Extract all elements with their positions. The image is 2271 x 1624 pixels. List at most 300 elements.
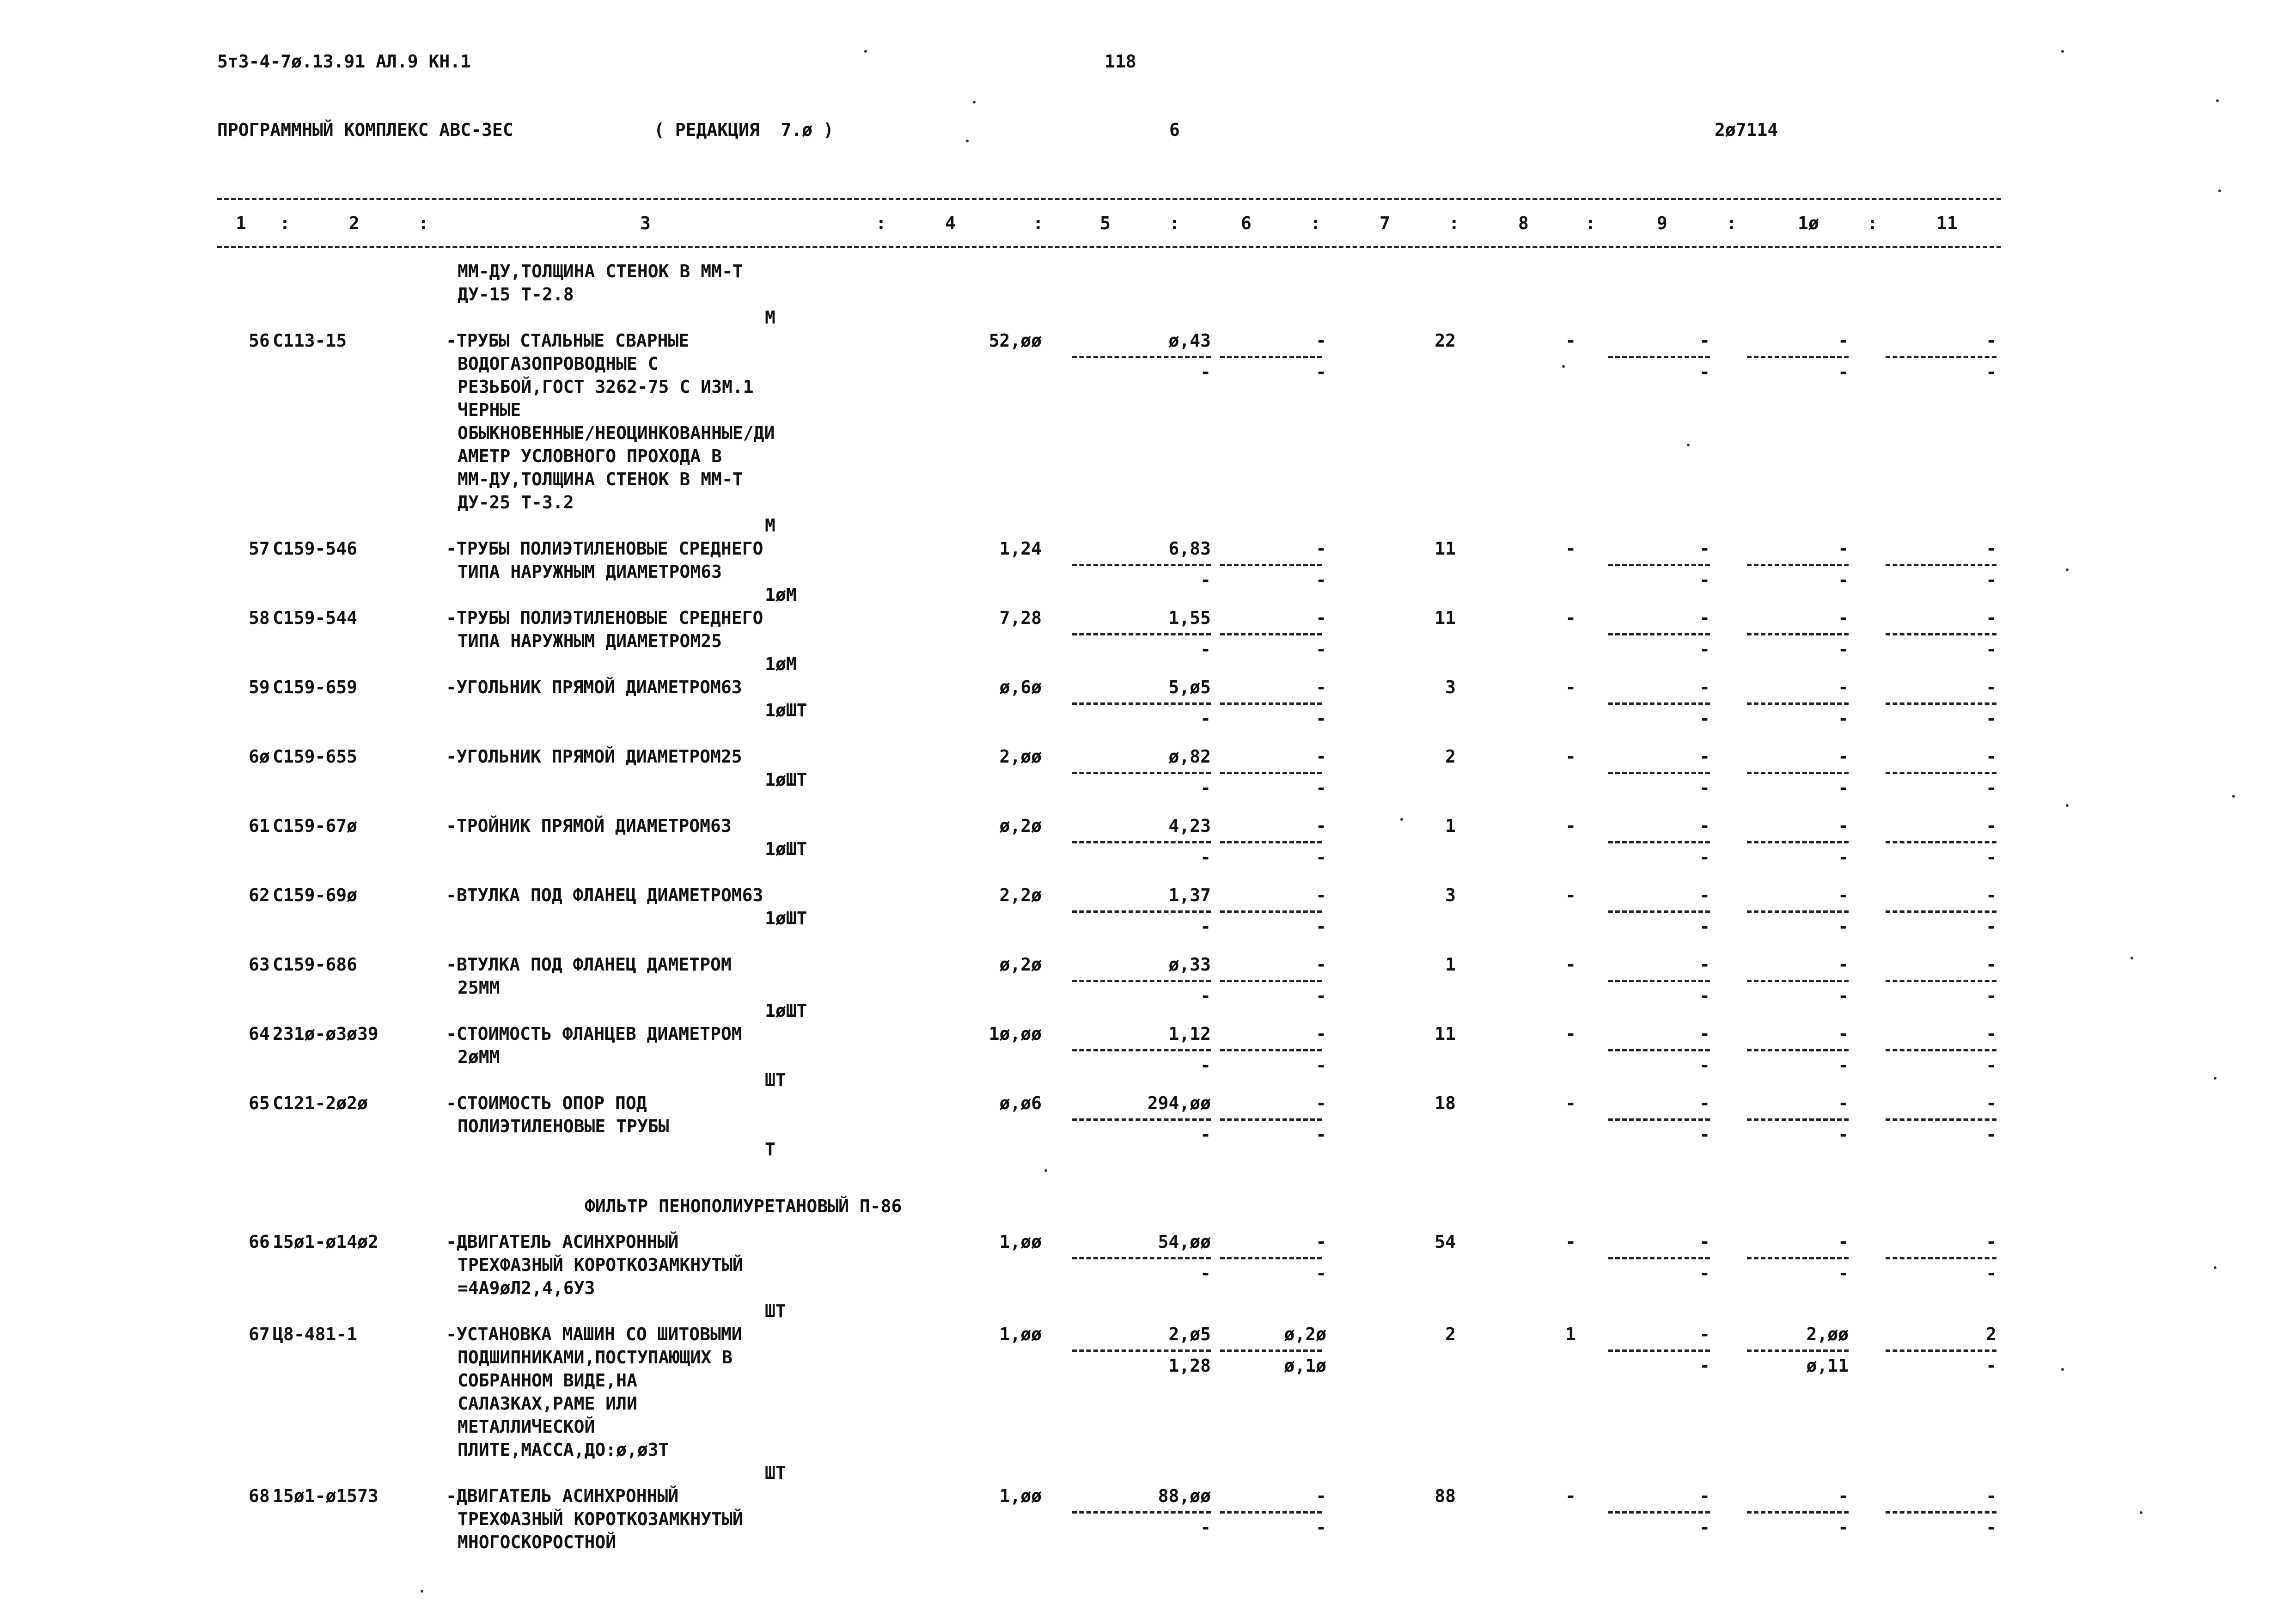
row-col5-sub: - [1200, 847, 1211, 867]
row-col11: - [1986, 1486, 1996, 1506]
cell-divider [1608, 564, 1710, 566]
row-col5-sub: - [1200, 570, 1211, 590]
cell-divider [1072, 1257, 1211, 1259]
row-col9: - [1699, 1486, 1710, 1506]
row-description-line: ПОДШИПНИКАМИ,ПОСТУПАЮЩИХ В [458, 1347, 733, 1368]
row-number: 58 [249, 608, 270, 628]
row-col8: - [1565, 1486, 1576, 1506]
row-col8: - [1565, 1024, 1576, 1044]
col-7-label: 7 [1380, 213, 1390, 233]
row-col6-sub: - [1316, 708, 1326, 729]
row-number: 57 [249, 538, 270, 559]
row-description-line: -УГОЛЬНИК ПРЯМОЙ ДИАМЕТРОМ63 [446, 677, 742, 697]
cell-divider [1072, 702, 1211, 705]
row-col7: 11 [1435, 608, 1456, 628]
row-description-line: СОБРАННОМ ВИДЕ,НА [458, 1370, 637, 1391]
continuation-unit: М [765, 307, 775, 328]
row-col5-sub: - [1200, 708, 1211, 729]
row-col11-sub: - [1986, 1263, 1996, 1283]
row-col10: - [1838, 1024, 1849, 1044]
row-unit: 1øШТ [765, 769, 807, 790]
row-quantity: 52,øø [989, 330, 1042, 351]
row-description-line: -ВТУЛКА ПОД ФЛАНЕЦ ДИАМЕТРОМ63 [446, 885, 763, 905]
row-description-line: -ТРУБЫ СТАЛЬНЫЕ СВАРНЫЕ [446, 330, 690, 351]
row-col6-sub: - [1316, 847, 1326, 867]
row-col7: 18 [1435, 1093, 1456, 1113]
row-col10-sub: - [1838, 916, 1849, 937]
row-col5-sub: - [1200, 362, 1211, 382]
col-6-label: 6 [1241, 213, 1251, 233]
row-description-line: АМЕТР УСЛОВНОГО ПРОХОДА В [458, 446, 722, 466]
row-col10: - [1838, 954, 1849, 975]
row-code: С159-67ø [273, 816, 358, 836]
row-col9-sub: - [1699, 1355, 1710, 1376]
row-description-line: 25ММ [458, 977, 500, 998]
cell-divider [1220, 356, 1322, 358]
row-col5-sub: - [1200, 1124, 1211, 1145]
row-unit: ШТ [765, 1463, 786, 1483]
row-col9-sub: - [1699, 708, 1710, 729]
cell-divider [1886, 910, 1996, 913]
cell-divider [1747, 702, 1849, 705]
row-col8: - [1565, 538, 1576, 559]
row-description-line: ТРЕХФАЗНЫЙ КОРОТКОЗАМКНУТЫЙ [458, 1255, 743, 1275]
row-col10: - [1838, 608, 1849, 628]
row-unit: 1øШТ [765, 1001, 807, 1021]
row-unit: 1øМ [765, 585, 797, 605]
row-number: 56 [249, 330, 270, 351]
scan-speck [2216, 99, 2219, 102]
scan-speck [2061, 1368, 2064, 1371]
row-col11: - [1986, 677, 1996, 697]
cell-divider [1072, 1118, 1211, 1121]
col-sep: : [1033, 213, 1044, 233]
row-unit: 1øШТ [765, 700, 807, 720]
row-col11: - [1986, 1024, 1996, 1044]
scan-speck [2066, 804, 2069, 807]
sheet-number: 6 [1169, 120, 1180, 140]
row-col10-sub: - [1838, 1263, 1849, 1283]
row-col5-sub: - [1200, 778, 1211, 798]
col-4-label: 4 [945, 213, 956, 233]
cell-divider [1608, 356, 1710, 358]
row-description-line: МНОГОСКОРОСТНОЙ [458, 1532, 617, 1552]
row-col6-sub: - [1316, 986, 1326, 1006]
scan-speck [966, 140, 969, 142]
row-col9-sub: - [1699, 570, 1710, 590]
cell-divider [1072, 564, 1211, 566]
row-code: С121-2ø2ø [273, 1093, 368, 1113]
row-number: 61 [249, 816, 270, 836]
col-sep: : [1310, 213, 1321, 233]
row-col6-sub: - [1316, 778, 1326, 798]
row-col10-sub: - [1838, 362, 1849, 382]
row-col7: 22 [1435, 330, 1456, 351]
row-unit-price: 88,øø [1158, 1486, 1211, 1506]
row-col11-sub: - [1986, 1355, 1996, 1376]
row-col11-sub: - [1986, 847, 1996, 867]
row-description-line: -СТОИМОСТЬ ОПОР ПОД [446, 1093, 647, 1113]
cell-divider [1072, 841, 1211, 843]
col-8-label: 8 [1518, 213, 1529, 233]
cell-divider [1220, 1349, 1322, 1352]
row-col5-sub: - [1200, 1517, 1211, 1538]
row-col5-sub: 1,28 [1168, 1355, 1211, 1376]
row-col11: - [1986, 746, 1996, 767]
row-col11: - [1986, 1093, 1996, 1113]
cell-divider [1608, 980, 1710, 982]
row-col6-sub: - [1316, 362, 1326, 382]
row-quantity: ø,6ø [999, 677, 1042, 697]
row-quantity: 1,24 [999, 538, 1042, 559]
cell-divider [1220, 1511, 1322, 1514]
row-description-line: -ТРУБЫ ПОЛИЭТИЛЕНОВЫЕ СРЕДНЕГО [446, 538, 763, 559]
row-col8: - [1565, 746, 1576, 767]
row-col9-sub: - [1699, 847, 1710, 867]
row-code: С159-69ø [273, 885, 358, 905]
row-unit-price: 1,37 [1168, 885, 1211, 905]
row-unit: 1øМ [765, 654, 797, 674]
row-col5-sub: - [1200, 639, 1211, 659]
row-col6-sub: - [1316, 639, 1326, 659]
row-col8: - [1565, 885, 1576, 905]
cell-divider [1072, 633, 1211, 635]
cell-divider [1747, 910, 1849, 913]
cell-divider [1747, 1257, 1849, 1259]
row-number: 64 [249, 1024, 270, 1044]
doc-reference: 5т3-4-7ø.13.91 АЛ.9 КН.1 [217, 51, 471, 72]
row-col9: - [1699, 538, 1710, 559]
scan-speck [2214, 1266, 2216, 1269]
row-description-line: -ТРОЙНИК ПРЯМОЙ ДИАМЕТРОМ63 [446, 816, 732, 836]
row-quantity: 1ø,øø [989, 1024, 1042, 1044]
row-col8: - [1565, 608, 1576, 628]
row-description-line: ПОЛИЭТИЛЕНОВЫЕ ТРУБЫ [458, 1116, 669, 1136]
cell-divider [1608, 702, 1710, 705]
cell-divider [1220, 772, 1322, 774]
row-col10-sub: - [1838, 708, 1849, 729]
row-quantity: 2,øø [999, 746, 1042, 767]
row-unit: М [765, 515, 775, 536]
row-unit-price: ø,82 [1168, 746, 1211, 767]
cell-divider [1747, 1511, 1849, 1514]
row-unit-price: 1,55 [1168, 608, 1211, 628]
row-col9: - [1699, 1093, 1710, 1113]
row-description-line: 2øММ [458, 1047, 500, 1067]
row-code: 15ø1-ø14ø2 [273, 1232, 378, 1252]
row-unit-price: 5,ø5 [1168, 677, 1211, 697]
row-col9: - [1699, 1232, 1710, 1252]
row-col5-sub: - [1200, 1055, 1211, 1075]
row-description-line: ТИПА НАРУЖНЫМ ДИАМЕТРОМ25 [458, 631, 722, 651]
row-code: С159-686 [273, 954, 358, 975]
row-col10: 2,øø [1806, 1324, 1849, 1344]
row-col6: - [1316, 1232, 1326, 1252]
row-description-line: РЕЗЬБОЙ,ГОСТ 3262-75 С ИЗМ.1 [458, 377, 754, 397]
col-sep: : [1585, 213, 1596, 233]
row-col5-sub: - [1200, 1263, 1211, 1283]
row-col9-sub: - [1699, 1263, 1710, 1283]
row-col8: - [1565, 1232, 1576, 1252]
cell-divider [1072, 772, 1211, 774]
cell-divider [1886, 1257, 1996, 1259]
row-code: 15ø1-ø1573 [273, 1486, 378, 1506]
scan-speck [2214, 1077, 2216, 1080]
cell-divider [1072, 910, 1211, 913]
row-number: 66 [249, 1232, 270, 1252]
cell-divider [1220, 633, 1322, 635]
row-col10: - [1838, 1093, 1849, 1113]
row-col6: ø,2ø [1284, 1324, 1326, 1344]
col-2-label: 2 [349, 213, 360, 233]
cell-divider [1747, 1049, 1849, 1051]
cell-divider [1886, 356, 1996, 358]
row-description-line: -УГОЛЬНИК ПРЯМОЙ ДИАМЕТРОМ25 [446, 746, 742, 767]
row-col8: 1 [1565, 1324, 1576, 1344]
row-col9: - [1699, 677, 1710, 697]
row-col10: - [1838, 816, 1849, 836]
cell-divider [1608, 1511, 1710, 1514]
cell-divider [1608, 772, 1710, 774]
row-col8: - [1565, 816, 1576, 836]
scan-speck [1044, 1169, 1047, 1172]
row-col6: - [1316, 1486, 1326, 1506]
row-col8: - [1565, 1093, 1576, 1113]
scan-speck [864, 50, 867, 53]
row-col11-sub: - [1986, 570, 1996, 590]
scan-speck [421, 1590, 423, 1593]
row-col7: 11 [1435, 538, 1456, 559]
row-quantity: 1,øø [999, 1486, 1042, 1506]
scan-speck [2061, 50, 2064, 53]
row-col6: - [1316, 1093, 1326, 1113]
row-col10-sub: - [1838, 570, 1849, 590]
row-quantity: 1,øø [999, 1232, 1042, 1252]
col-11-label: 11 [1936, 213, 1958, 233]
col-sep: : [418, 213, 429, 233]
cell-divider [1608, 633, 1710, 635]
cell-divider [1220, 980, 1322, 982]
row-unit-price: 2,ø5 [1168, 1324, 1211, 1344]
row-unit: Т [765, 1139, 775, 1160]
row-unit-price: 54,øø [1158, 1232, 1211, 1252]
row-col5-sub: - [1200, 916, 1211, 937]
row-number: 63 [249, 954, 270, 975]
row-col6: - [1316, 677, 1326, 697]
scan-speck [1400, 818, 1403, 821]
row-col6: - [1316, 608, 1326, 628]
row-col8: - [1565, 677, 1576, 697]
scan-speck [2131, 957, 2133, 959]
row-col6-sub: - [1316, 1124, 1326, 1145]
row-unit-price: 1,12 [1168, 1024, 1211, 1044]
cell-divider [1072, 1049, 1211, 1051]
row-quantity: ø,2ø [999, 954, 1042, 975]
row-col10: - [1838, 1486, 1849, 1506]
cell-divider [1608, 1118, 1710, 1121]
row-unit-price: 294,øø [1147, 1093, 1211, 1113]
row-col10: - [1838, 677, 1849, 697]
row-number: 6ø [249, 746, 270, 767]
row-code: С159-546 [273, 538, 358, 559]
row-quantity: 7,28 [999, 608, 1042, 628]
row-col6-sub: - [1316, 1055, 1326, 1075]
scan-speck [1562, 365, 1565, 368]
row-col10: - [1838, 746, 1849, 767]
row-col7: 1 [1445, 954, 1456, 975]
col-5-label: 5 [1100, 213, 1111, 233]
cell-divider [1747, 564, 1849, 566]
row-description-line: ТРЕХФАЗНЫЙ КОРОТКОЗАМКНУТЫЙ [458, 1509, 743, 1529]
row-description-line: -СТОИМОСТЬ ФЛАНЦЕВ ДИАМЕТРОМ [446, 1024, 742, 1044]
scan-speck [2066, 568, 2069, 571]
row-col10: - [1838, 538, 1849, 559]
row-description-line: ЧЕРНЫЕ [458, 400, 521, 420]
cell-divider [1886, 1349, 1996, 1352]
col-sep: : [876, 213, 886, 233]
row-col11: 2 [1986, 1324, 1996, 1344]
row-unit-price: ø,43 [1168, 330, 1211, 351]
row-col10-sub: - [1838, 778, 1849, 798]
row-description-line: -ВТУЛКА ПОД ФЛАНЕЦ ДАМЕТРОМ [446, 954, 732, 975]
row-col6: - [1316, 885, 1326, 905]
row-col6-sub: ø,1ø [1284, 1355, 1326, 1376]
col-sep: : [1867, 213, 1878, 233]
cell-divider [1072, 1349, 1211, 1352]
cell-divider [1608, 1257, 1710, 1259]
row-col9: - [1699, 746, 1710, 767]
row-col10-sub: - [1838, 1124, 1849, 1145]
row-col6: - [1316, 816, 1326, 836]
row-col11-sub: - [1986, 1517, 1996, 1538]
page-number: 118 [1105, 51, 1136, 72]
cell-divider [1886, 841, 1996, 843]
row-col11-sub: - [1986, 986, 1996, 1006]
cell-divider [1886, 1511, 1996, 1514]
row-col7: 3 [1445, 885, 1456, 905]
cell-divider [1886, 1049, 1996, 1051]
row-description-line: -ДВИГАТЕЛЬ АСИНХРОННЫЙ [446, 1486, 679, 1506]
row-col9: - [1699, 608, 1710, 628]
cell-divider [1220, 1049, 1322, 1051]
cell-divider [1747, 980, 1849, 982]
row-col8: - [1565, 954, 1576, 975]
row-col5-sub: - [1200, 986, 1211, 1006]
col-sep: : [1449, 213, 1459, 233]
row-col10-sub: - [1838, 1055, 1849, 1075]
row-col6-sub: - [1316, 916, 1326, 937]
row-number: 65 [249, 1093, 270, 1113]
cell-divider [1747, 633, 1849, 635]
col-3-label: 3 [640, 213, 651, 233]
cell-divider [1220, 564, 1322, 566]
row-col10: - [1838, 885, 1849, 905]
row-description-line: -ТРУБЫ ПОЛИЭТИЛЕНОВЫЕ СРЕДНЕГО [446, 608, 763, 628]
continuation-line: ММ-ДУ,ТОЛЩИНА СТЕНОК В ММ-Т [458, 261, 743, 281]
cell-divider [1886, 564, 1996, 566]
row-unit: ШТ [765, 1070, 786, 1090]
program-edition: ( РЕДАКЦИЯ 7.ø ) [654, 120, 834, 140]
cell-divider [1886, 702, 1996, 705]
cell-divider [1747, 841, 1849, 843]
document-code: 2ø7114 [1715, 120, 1778, 140]
row-col7: 1 [1445, 816, 1456, 836]
cell-divider [1747, 772, 1849, 774]
row-col11-sub: - [1986, 362, 1996, 382]
header-rule-top [217, 198, 2001, 200]
row-col11-sub: - [1986, 708, 1996, 729]
col-1-label: 1 [236, 213, 246, 233]
row-col9-sub: - [1699, 1055, 1710, 1075]
cell-divider [1220, 702, 1322, 705]
row-col9: - [1699, 1324, 1710, 1344]
cell-divider [1072, 1511, 1211, 1514]
row-col9-sub: - [1699, 916, 1710, 937]
cell-divider [1608, 841, 1710, 843]
row-description-line: ТИПА НАРУЖНЫМ ДИАМЕТРОМ63 [458, 562, 722, 582]
row-col11: - [1986, 816, 1996, 836]
cell-divider [1886, 980, 1996, 982]
row-col11: - [1986, 885, 1996, 905]
row-description-line: ММ-ДУ,ТОЛЩИНА СТЕНОК В ММ-Т [458, 469, 743, 489]
cell-divider [1220, 1257, 1322, 1259]
row-col11-sub: - [1986, 778, 1996, 798]
row-col7: 3 [1445, 677, 1456, 697]
continuation-line: ДУ-15 Т-2.8 [458, 284, 574, 305]
row-description-line: МЕТАЛЛИЧЕСКОЙ [458, 1416, 595, 1437]
cell-divider [1608, 1349, 1710, 1352]
row-col6: - [1316, 1024, 1326, 1044]
row-description-line: ПЛИТЕ,МАССА,ДО:ø,ø3Т [458, 1440, 669, 1460]
row-code: С159-659 [273, 677, 358, 697]
row-col9-sub: - [1699, 362, 1710, 382]
cell-divider [1886, 1118, 1996, 1121]
row-col9-sub: - [1699, 778, 1710, 798]
row-description-line: ВОДОГАЗОПРОВОДНЫЕ С [458, 354, 659, 374]
row-col9: - [1699, 1024, 1710, 1044]
row-col6-sub: - [1316, 1263, 1326, 1283]
row-quantity: 1,øø [999, 1324, 1042, 1344]
program-title: ПРОГРАММНЫЙ КОМПЛЕКС АВС-3ЕС [217, 120, 513, 140]
row-col6-sub: - [1316, 570, 1326, 590]
scan-speck [973, 101, 976, 104]
header-rule-bottom [217, 246, 2001, 248]
row-unit: 1øШТ [765, 908, 807, 928]
row-col6: - [1316, 746, 1326, 767]
row-unit-price: ø,33 [1168, 954, 1211, 975]
row-col9-sub: - [1699, 1124, 1710, 1145]
cell-divider [1608, 1049, 1710, 1051]
cell-divider [1886, 633, 1996, 635]
row-col9-sub: - [1699, 1517, 1710, 1538]
row-col11: - [1986, 608, 1996, 628]
row-col11-sub: - [1986, 639, 1996, 659]
row-col9-sub: - [1699, 639, 1710, 659]
cell-divider [1747, 356, 1849, 358]
row-col8: - [1565, 330, 1576, 351]
row-col7: 88 [1435, 1486, 1456, 1506]
row-code: С113-15 [273, 330, 347, 351]
row-unit-price: 4,23 [1168, 816, 1211, 836]
row-col10: - [1838, 1232, 1849, 1252]
cell-divider [1747, 1118, 1849, 1121]
scan-speck [2218, 189, 2221, 192]
row-number: 68 [249, 1486, 270, 1506]
row-quantity: 2,2ø [999, 885, 1042, 905]
row-col11: - [1986, 954, 1996, 975]
col-sep: : [1726, 213, 1737, 233]
row-col10-sub: - [1838, 847, 1849, 867]
